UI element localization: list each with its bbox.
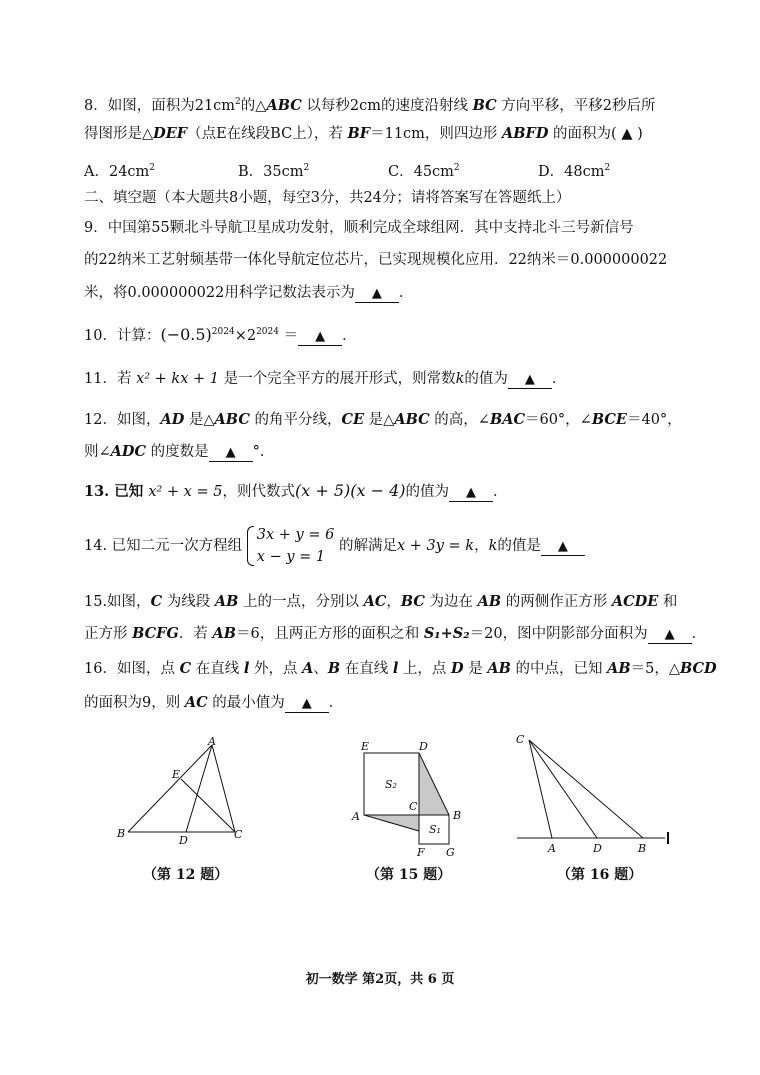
fig12-label-c: C [234,828,243,841]
q14-cond: x + 3y = k [396,538,475,554]
q16-text: 外，点 [249,661,303,677]
q16-text: 的面积为9，则 [84,695,185,711]
q14-text: 14. 已知二元一次方程组 [84,538,243,554]
q8-line2 [84,124,643,144]
q8-text: 以每秒2cm的速度沿射线 [301,97,473,114]
q16-b: B [327,660,341,677]
q8-option-a: A．$24cm^2$ [84,163,156,180]
q11-line [84,369,566,389]
fig15-label-f: F [417,846,425,859]
q14-text: 的值是 [497,538,541,554]
q16-ab: AB [607,660,631,677]
fig15-label-c: C [409,800,418,813]
q16-line2 [84,693,343,713]
answer-mark: ▲ [621,126,633,142]
q16-ab: AB [487,660,511,677]
q12-line2 [84,442,274,462]
q12-abc: ABC [394,411,430,428]
q15-text: ＝6，且两正方形的面积之和 [235,626,424,642]
fig15-caption: （第 15 题） [366,867,452,883]
q15-text: ． [691,626,707,642]
q16-l: l [392,660,399,677]
q15-text: ， [386,594,401,610]
q16-text: ＝5，△ [630,661,680,677]
fig16-label-b: B [638,842,647,853]
q13-text: 13. 已知 [84,483,149,500]
answer-blank: ▲ [209,445,253,462]
q15-text: 上的一点，分别以 [238,594,364,610]
fig15-label-a: A [352,810,360,823]
q8-option-b: B．$35cm^2$ [238,163,310,180]
q15-text: 为线段 [162,594,215,610]
figure-15 [348,738,468,860]
q10-exp: 2024 [211,327,235,337]
section-heading: 二、填空题（本大题共8小题，每空3分，共24分；请将答案写在答题纸上） [84,190,571,206]
q8-text: （点E在线段BC上），若 [187,126,348,142]
q8-abc: ABC [266,96,302,114]
q8-bf: BF [347,125,371,142]
fig15-label-e: E [361,740,370,753]
q14-eq2: x − y = 1 [256,549,326,565]
fig16-segment-ca [529,740,552,838]
q15-acde: ACDE [611,593,659,610]
q12-ad: AD [160,411,185,428]
q14-eq1: 3x + y = 6 [256,527,335,543]
fig16-label-a: A [548,842,556,853]
q13-text: ，则代数式 [222,484,295,500]
q16-line1 [84,659,717,679]
fig12-caption: （第 12 题） [143,867,229,883]
q14-line [84,524,585,568]
q13-expr: (x + 5)(x − 4) [294,481,406,500]
q12-adc: ADC [110,443,147,460]
q15-s: S₁+S₂ [423,625,470,642]
q14-text: ， [474,538,489,554]
fig15-label-d: D [419,740,428,753]
q10-base: (−0.5) [160,324,212,344]
answer-blank: ▲ [298,329,342,346]
q12-ce: CE [341,411,365,428]
q9-text: ． [398,285,414,301]
q11-text: ． [551,371,567,387]
q16-bcd: BCD [679,660,717,677]
answer-blank: ▲ [648,627,692,644]
q15-text: ＝20，图中阴影部分面积为 [469,626,648,642]
q12-line1 [84,410,682,430]
q13-line [84,481,508,502]
q12-text: 的高，∠ [429,412,490,428]
q8-abfd: ABFD [502,125,549,142]
page-footer: 初一数学 第2页，共 6 页 [305,972,455,987]
q8-text: 的△ [240,97,267,114]
fig15-label-g: G [446,846,455,859]
fig16-segment-cb [529,740,643,838]
q10-eq: ＝ [283,327,299,344]
q15-text: 的两侧作正方形 [501,594,612,610]
q15-ac: AC [363,593,387,610]
q10-times: ×2 [234,327,257,344]
answer-blank: ▲ [355,286,399,303]
q9-line3 [84,283,413,303]
q9-text: 米，将0.000000022用科学记数法表示为 [84,285,355,301]
q15-text: 为边在 [424,594,478,610]
q16-a: A [302,660,314,677]
q12-text: 则∠ [84,444,111,460]
figure-12 [110,735,260,845]
fig12-height-ce [181,779,235,832]
q15-line2 [84,624,706,644]
q13-text: 的值为 [405,484,449,500]
q14-system [247,524,335,568]
q11-text: 的值为 [464,371,508,387]
q12-text: ＝60°，∠ [524,412,592,428]
q12-abc: ABC [214,411,250,428]
fig12-label-e: E [172,768,181,781]
q14-k: k [488,538,498,554]
fig16-label-d: D [593,842,602,853]
q12-text: 12．如图， [84,412,161,428]
q16-text: 的中点，已知 [510,661,608,677]
q13-text: ． [493,484,508,500]
q12-text: ＝40°， [626,412,682,428]
q15-ab: AB [212,625,236,642]
q12-text: °． [252,444,275,460]
q15-line1 [84,592,677,612]
q16-text: 16．如图，点 [84,661,180,677]
q15-text: 和 [658,594,678,610]
q8-bc: BC [472,96,497,114]
fig12-label-b: B [117,827,126,840]
q16-l: l [243,660,250,677]
answer-blank: ▲ [508,372,552,389]
q15-bc: BC [400,593,425,610]
q16-text: ． [328,695,344,711]
q8-line1 [84,92,656,116]
fig15-label-s1: S₁ [429,823,441,836]
q15-text: 15.如图， [84,594,151,610]
q8-text: 得图形是△ [84,126,154,142]
q14-text: 的解满足 [338,538,397,554]
q16-text: 、 [313,661,328,677]
fig15-label-b: B [453,809,462,822]
q8-def: DEF [153,125,188,142]
q8-text: 的面积为( [548,126,617,142]
fig12-side-ac [212,745,235,832]
q16-text: 上，点 [398,661,452,677]
q12-bac: BAC [489,411,525,428]
q8-text: ＝11cm，则四边形 [370,126,503,142]
q8-sup: 2 [235,97,241,107]
answer-blank: ▲ [285,696,329,713]
fig12-label-a: A [208,735,216,748]
q10-text: ． [342,327,357,344]
fig16-segment-cd [529,740,597,838]
q16-text: 在直线 [191,661,244,677]
fig16-caption: （第 16 题） [557,867,643,883]
q10-text: 10．计算： [84,327,161,344]
q15-ab: AB [214,593,239,610]
q8-option-c: C．$45cm^2$ [388,163,460,180]
q12-bce: BCE [591,411,627,428]
fig16-label-c: C [516,733,525,746]
q11-expr: x² + kx + 1 [136,371,219,387]
q16-c: C [179,660,192,677]
q12-text: 的角平分线， [249,412,342,428]
q8-option-d: D．$48cm^2$ [538,163,611,180]
q16-text: 在直线 [340,661,393,677]
q9-line2: 的22纳米工艺射频基带一体化导航定位芯片，已实现规模化应用．22纳米＝0.000000022 [84,252,668,268]
figure-16 [505,728,685,853]
q16-ac: AC [184,694,208,711]
q11-text: 11．若 [84,371,137,387]
q12-text: 是△ [364,412,395,428]
q11-text: 是一个完全平方的展开形式，则常数 [218,371,456,387]
q15-ab: AB [477,593,502,610]
q16-d: D [451,660,464,677]
q13-cond: x² + x = 5 [148,484,223,500]
q8-text: 8．如图，面积为21cm [84,97,236,114]
q15-text: 正方形 [84,626,133,642]
q15-bcfg: BCFG [132,625,179,642]
q15-text: ．若 [178,626,213,642]
fig12-label-d: D [179,834,188,845]
q9-line1: 9．中国第55颗北斗导航卫星成功发射，顺利完成全球组网．其中支持北斗三号新信号 [84,220,634,236]
q10-exp: 2024 [256,327,279,337]
q8-text: ) [637,126,643,142]
answer-blank: ▲ [541,539,585,556]
q12-text: 的度数是 [146,444,209,460]
answer-blank: ▲ [449,485,493,502]
q12-text: 是△ [184,412,215,428]
q11-k: k [455,371,465,387]
q8-text: 方向平移，平移2秒后所 [496,97,656,114]
q15-c: C [150,593,163,610]
q10-line [84,322,357,346]
q16-text: 是 [463,661,488,677]
q16-text: 的最小值为 [207,695,285,711]
fig15-label-s2: S₂ [385,778,397,791]
